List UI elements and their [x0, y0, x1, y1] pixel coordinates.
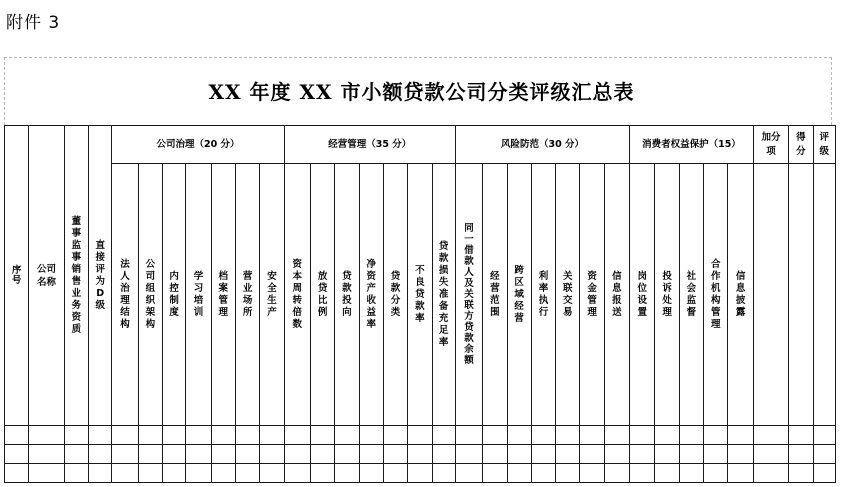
table-cell[interactable]	[704, 445, 728, 464]
table-cell[interactable]	[235, 426, 259, 445]
table-cell[interactable]	[186, 426, 211, 445]
header-director-qualification: 董事监事销售业务资质	[64, 126, 88, 426]
header-direct-rating-d: 直接评为D级	[89, 126, 112, 426]
table-cell[interactable]	[604, 445, 629, 464]
table-cell[interactable]	[89, 445, 112, 464]
table-cell[interactable]	[235, 445, 259, 464]
table-cell[interactable]	[753, 426, 788, 445]
table-cell[interactable]	[89, 426, 112, 445]
table-cell[interactable]	[531, 445, 555, 464]
group-consumer: 消费者权益保护（15）	[630, 126, 754, 164]
table-cell[interactable]	[5, 445, 29, 464]
table-cell[interactable]	[531, 426, 555, 445]
table-cell[interactable]	[679, 464, 703, 483]
header-governance-item: 内控制度	[163, 164, 186, 426]
table-cell[interactable]	[29, 426, 64, 445]
header-consumer-item: 合作机构管理	[704, 164, 728, 426]
table-cell[interactable]	[432, 445, 455, 464]
table-cell[interactable]	[112, 464, 138, 483]
table-cell[interactable]	[359, 445, 383, 464]
table-cell[interactable]	[335, 426, 359, 445]
header-score: 得分	[789, 126, 813, 164]
header-consumer-item: 投诉处理	[655, 164, 679, 426]
table-cell[interactable]	[138, 464, 162, 483]
table-cell[interactable]	[284, 464, 310, 483]
table-cell[interactable]	[211, 426, 235, 445]
header-operations-item: 资本周转倍数	[284, 164, 310, 426]
table-cell[interactable]	[310, 426, 334, 445]
table-cell[interactable]	[383, 426, 407, 445]
attachment-label: 附件 3	[6, 13, 61, 33]
table-cell[interactable]	[704, 464, 728, 483]
table-cell[interactable]	[728, 464, 753, 483]
table-cell[interactable]	[455, 426, 482, 445]
table-cell[interactable]	[163, 445, 186, 464]
table-cell[interactable]	[483, 464, 507, 483]
group-risk: 风险防范（30 分）	[455, 126, 629, 164]
score-blank	[789, 164, 813, 426]
table-cell[interactable]	[186, 445, 211, 464]
table-cell[interactable]	[630, 464, 655, 483]
header-row-groups	[5, 126, 836, 164]
header-governance-item: 档案管理	[211, 164, 235, 426]
table-cell[interactable]	[186, 464, 211, 483]
rating-blank	[813, 164, 835, 426]
header-consumer-item: 信息披露	[728, 164, 753, 426]
table-cell[interactable]	[359, 464, 383, 483]
header-consumer-item: 岗位设置	[630, 164, 655, 426]
table-cell[interactable]	[704, 426, 728, 445]
table-cell[interactable]	[260, 464, 284, 483]
header-risk-item: 跨区域经营	[507, 164, 531, 426]
table-cell[interactable]	[655, 445, 679, 464]
table-cell[interactable]	[604, 464, 629, 483]
table-cell[interactable]	[29, 445, 64, 464]
table-cell[interactable]	[728, 426, 753, 445]
header-risk-item: 关联交易	[556, 164, 580, 426]
header-governance-item: 安全生产	[260, 164, 284, 426]
table-cell[interactable]	[310, 445, 334, 464]
header-consumer-item: 社会监督	[679, 164, 703, 426]
table-cell[interactable]	[580, 426, 604, 445]
table-cell[interactable]	[112, 445, 138, 464]
summary-table	[4, 125, 836, 483]
table-cell[interactable]	[789, 426, 813, 445]
table-cell[interactable]	[284, 426, 310, 445]
table-cell[interactable]	[432, 464, 455, 483]
header-governance-item: 公司组织架构	[138, 164, 162, 426]
table-cell[interactable]	[728, 445, 753, 464]
table-cell[interactable]	[455, 464, 482, 483]
header-rating: 评级	[813, 126, 835, 164]
table-cell[interactable]	[138, 445, 162, 464]
table-cell[interactable]	[813, 445, 835, 464]
table-row	[5, 464, 836, 483]
table-cell[interactable]	[335, 464, 359, 483]
header-operations-item: 净资产收益率	[359, 164, 383, 426]
header-operations-item: 不良贷款率	[408, 164, 432, 426]
header-operations-item: 放贷比例	[310, 164, 334, 426]
table-cell[interactable]	[211, 445, 235, 464]
table-cell[interactable]	[580, 464, 604, 483]
table-cell[interactable]	[335, 445, 359, 464]
table-cell[interactable]	[408, 445, 432, 464]
table-cell[interactable]	[163, 426, 186, 445]
table-cell[interactable]	[359, 426, 383, 445]
table-cell[interactable]	[383, 464, 407, 483]
table-cell[interactable]	[235, 464, 259, 483]
table-cell[interactable]	[679, 426, 703, 445]
header-risk-item: 信息报送	[604, 164, 629, 426]
table-cell[interactable]	[408, 464, 432, 483]
table-cell[interactable]	[211, 464, 235, 483]
table-cell[interactable]	[260, 445, 284, 464]
table-cell[interactable]	[580, 445, 604, 464]
table-cell[interactable]	[630, 426, 655, 445]
table-cell[interactable]	[260, 426, 284, 445]
table-row	[5, 445, 836, 464]
bonus-blank	[753, 164, 788, 426]
table-cell[interactable]	[753, 445, 788, 464]
table-cell[interactable]	[112, 426, 138, 445]
table-cell[interactable]	[679, 445, 703, 464]
table-cell[interactable]	[64, 464, 88, 483]
table-cell[interactable]	[507, 426, 531, 445]
table-cell[interactable]	[789, 445, 813, 464]
table-cell[interactable]	[655, 464, 679, 483]
table-cell[interactable]	[310, 464, 334, 483]
table-cell[interactable]	[556, 445, 580, 464]
table-cell[interactable]	[383, 445, 407, 464]
header-operations-item: 贷款投向	[335, 164, 359, 426]
header-bonus: 加分项	[753, 126, 788, 164]
table-cell[interactable]	[507, 445, 531, 464]
header-risk-item: 同一借款人及关联方贷款余额	[455, 164, 482, 426]
table-cell[interactable]	[284, 445, 310, 464]
header-governance-item: 法人治理结构	[112, 164, 138, 426]
table-cell[interactable]	[813, 426, 835, 445]
table-cell[interactable]	[455, 445, 482, 464]
header-operations-item: 贷款分类	[383, 164, 407, 426]
table-cell[interactable]	[753, 464, 788, 483]
table-cell[interactable]	[789, 464, 813, 483]
table-cell[interactable]	[64, 445, 88, 464]
table-cell[interactable]	[29, 464, 64, 483]
header-risk-item: 资金管理	[580, 164, 604, 426]
page-title: XX 年度 XX 市小额贷款公司分类评级汇总表	[208, 80, 635, 104]
header-company-name: 公司名称	[29, 126, 64, 426]
table-cell[interactable]	[5, 464, 29, 483]
table-cell[interactable]	[163, 464, 186, 483]
header-risk-item: 利率执行	[531, 164, 555, 426]
header-serial: 序号	[5, 126, 29, 426]
table-cell[interactable]	[556, 464, 580, 483]
header-governance-item: 营业场所	[235, 164, 259, 426]
table-cell[interactable]	[531, 464, 555, 483]
header-operations-item: 贷款损失准备充足率	[432, 164, 455, 426]
table-cell[interactable]	[64, 426, 88, 445]
group-governance: 公司治理（20 分）	[112, 126, 284, 164]
table-cell[interactable]	[630, 445, 655, 464]
table-cell[interactable]	[556, 426, 580, 445]
table-cell[interactable]	[813, 464, 835, 483]
header-row-items	[5, 164, 836, 426]
table-cell[interactable]	[655, 426, 679, 445]
table-cell[interactable]	[483, 445, 507, 464]
table-cell[interactable]	[432, 426, 455, 445]
header-governance-item: 学习培训	[186, 164, 211, 426]
table-cell[interactable]	[89, 464, 112, 483]
group-operations: 经营管理（35 分）	[284, 126, 455, 164]
table-cell[interactable]	[408, 426, 432, 445]
table-cell[interactable]	[138, 426, 162, 445]
table-cell[interactable]	[483, 426, 507, 445]
table-cell[interactable]	[5, 426, 29, 445]
table-cell[interactable]	[507, 464, 531, 483]
table-cell[interactable]	[604, 426, 629, 445]
table-row	[5, 426, 836, 445]
header-risk-item: 经营范围	[483, 164, 507, 426]
